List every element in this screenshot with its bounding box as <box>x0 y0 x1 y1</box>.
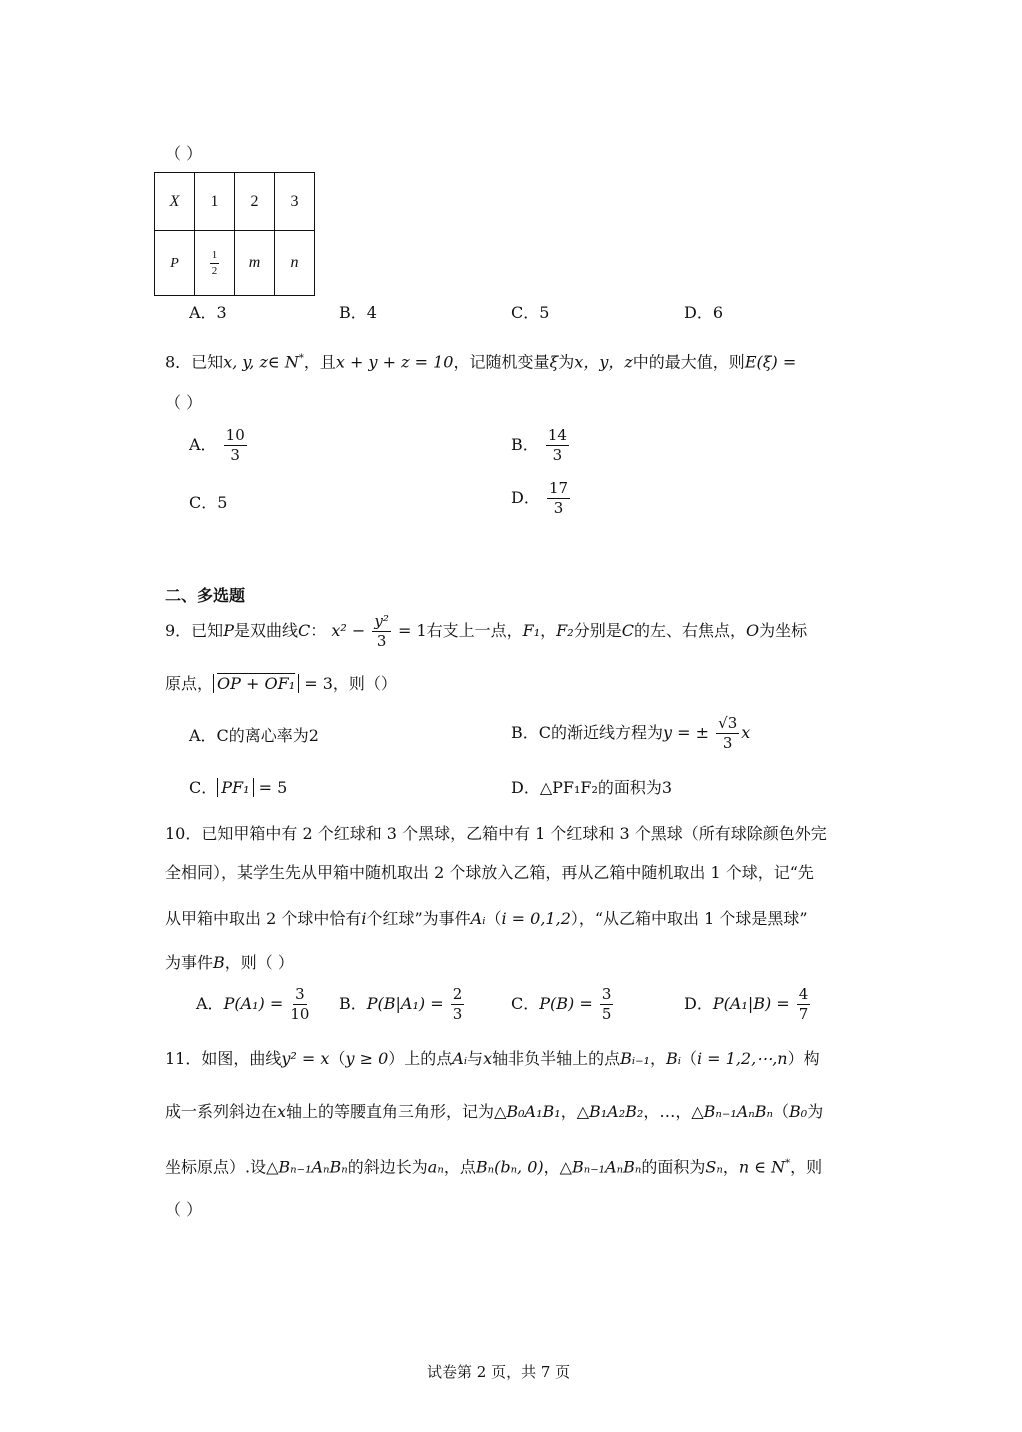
q10-stem-line4: 为事件B，则（ ） <box>165 953 294 972</box>
q8-option-b: B． $\frac{14}{3}$ <box>511 426 567 464</box>
q7-option-b: B．4 <box>339 303 377 322</box>
fraction: $\frac{3}{10}$ <box>290 985 310 1023</box>
table-cell: 1 <box>195 173 235 231</box>
q9-option-d: D．△PF₁F₂的面积为3 <box>511 778 673 797</box>
q8-stem: 8．已知x, y, z∈ N*，且x + y + z = 10，记随机变量ξ为x，y，z中的最大值，则E(ξ) = <box>165 352 797 372</box>
q7-option-c: C．5 <box>511 303 550 322</box>
q9-option-b: B．C的渐近线方程为y = ± $\frac{√3}{3}$ x <box>511 714 751 752</box>
q11-stem-line2: 成一系列斜边在x轴上的等腰直角三角形，记为△B₀A₁B₁，△B₁A₂B₂，…，△Bₙ₋₁AₙBₙ（B₀为 <box>165 1102 824 1121</box>
q8-option-c: C．5 <box>189 493 228 512</box>
q11-stem-line1: 11．如图，曲线y² = x（y ≥ 0）上的点Aᵢ与x轴非负半轴上的点Bᵢ₋₁，Bᵢ（i = 1,2,⋯,n）构 <box>165 1049 820 1068</box>
table-cell: X <box>155 173 195 231</box>
q11-answer-paren: （ ） <box>165 1200 203 1219</box>
q11-stem-line3: 坐标原点）.设△Bₙ₋₁AₙBₙ的斜边长为aₙ，点Bₙ(bₙ, 0)，△Bₙ₋₁AₙBₙ的面积为Sₙ，n ∈ N*，则 <box>165 1157 823 1177</box>
q8-option-a: A． $\frac{10}{3}$ <box>189 426 245 464</box>
q7-option-d: D．6 <box>684 303 724 322</box>
table-cell: n <box>275 231 315 296</box>
q7-option-a: A．3 <box>189 303 227 322</box>
fraction: $\frac{3}{5}$ <box>601 985 612 1023</box>
q10-option-a: A．P(A₁) = $\frac{3}{10}$ <box>196 985 310 1023</box>
fraction: $\frac{10}{3}$ <box>225 426 245 464</box>
q9-stem-line2: 原点， OP + OF₁ = 3，则（） <box>165 674 397 693</box>
q10-option-b: B．P(B|A₁) = $\frac{2}{3}$ <box>339 985 463 1023</box>
table-cell: 2 <box>235 173 275 231</box>
q7-answer-paren: （ ） <box>165 144 203 163</box>
q10-option-c: C．P(B) = $\frac{3}{5}$ <box>511 985 612 1023</box>
fraction: $\frac{17}{3}$ <box>548 479 569 517</box>
fraction: $\frac{1}{2}$ <box>211 248 218 277</box>
q8-answer-paren: （ ） <box>165 393 203 412</box>
table-cell: P <box>155 231 195 296</box>
fraction: $\frac{2}{3}$ <box>452 985 463 1023</box>
fraction: $\frac{4}{7}$ <box>798 985 809 1023</box>
fraction: $\frac{14}{3}$ <box>547 426 567 464</box>
q10-stem-line3: 从甲箱中取出 2 个球中恰有i个红球”为事件Aᵢ（i = 0,1,2），“从乙箱中取出 1 个球是黑球” <box>165 909 808 928</box>
q10-stem-line1: 10．已知甲箱中有 2 个红球和 3 个黑球，乙箱中有 1 个红球和 3 个黑球（所有球除颜色外完 <box>165 824 827 843</box>
section-heading: 二、多选题 <box>165 586 246 605</box>
q10-stem-line2: 全相同），某学生先从甲箱中随机取出 2 个球放入乙箱，再从乙箱中随机取出 1 个球，记“先 <box>165 863 814 882</box>
q9-option-a: A．C的离心率为2 <box>189 726 319 745</box>
q7-distribution-table <box>154 172 315 296</box>
q9-stem-line1: 9．已知P是双曲线C： x² − $\frac{\text{y²}}{3}$ = 1右支上一点，F₁，F₂分别是C的左、右焦点，O为坐标 <box>165 612 808 650</box>
table-cell: 3 <box>275 173 315 231</box>
fraction: $\frac{\text{y²}}{3}$ <box>374 612 389 650</box>
table-cell: m <box>235 231 275 296</box>
table-row <box>155 231 315 296</box>
page-footer: 试卷第 2 页，共 7 页 <box>427 1363 571 1381</box>
q8-option-d: D． $\frac{17}{3}$ <box>511 479 569 517</box>
q9-option-c: C． PF₁ = 5 <box>189 778 288 797</box>
fraction: $\frac{√3}{3}$ <box>718 714 738 752</box>
table-row <box>155 173 315 231</box>
q10-option-d: D．P(A₁|B) = $\frac{4}{7}$ <box>684 985 809 1023</box>
table-cell <box>195 231 235 296</box>
